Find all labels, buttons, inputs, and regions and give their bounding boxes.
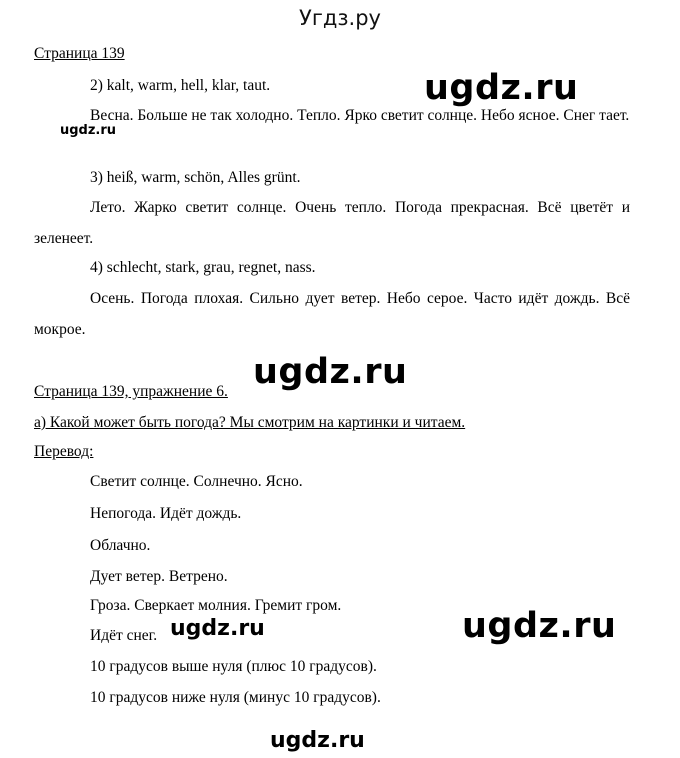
item3-words: 3) heiß, warm, schön, Alles grünt. [90,169,301,186]
watermark: ugdz.ru [60,123,117,138]
watermark: ugdz.ru [170,616,265,641]
item2-translation: Весна. Больше не так холодно. Тепло. Ярко светит солнце. Небо ясное. Снег тает. [90,107,630,124]
translation-line: Непогода. Идёт дождь. [90,505,242,522]
section1-heading: Страница 139 [34,45,125,62]
item2-words: 2) kalt, warm, hell, klar, taut. [90,77,271,94]
translation-line: Облачно. [90,537,151,554]
translation-line: Дует ветер. Ветрено. [90,568,228,585]
watermark: ugdz.ru [270,728,365,753]
item4-words: 4) schlecht, stark, grau, regnet, nass. [90,259,316,276]
translation-line: Светит солнце. Солнечно. Ясно. [90,473,303,490]
item3-translation: Лето. Жарко светит солнце. Очень тепло. Погода прекрасная. Всё цветёт и зеленеет. [34,199,630,247]
translation-line: 10 градусов ниже нуля (минус 10 градусов). [90,689,381,706]
section2-heading: Страница 139, упражнение 6. [34,383,228,400]
watermark: ugdz.ru [253,352,408,392]
translation-label: Перевод: [34,443,94,460]
translation-line: Гроза. Сверкает молния. Гремит гром. [90,597,342,614]
task-text: а) Какой может быть погода? Мы смотрим на картинки и читаем. [34,414,466,431]
site-title: Угдз.ру [299,6,381,30]
item4-translation: Осень. Погода плохая. Сильно дует ветер. Небо серое. Часто идёт дождь. Всё мокрое. [34,290,630,338]
translation-line: 10 градусов выше нуля (плюс 10 градусов). [90,658,377,675]
watermark: ugdz.ru [424,68,579,108]
translation-line: Идёт снег. [90,627,158,644]
watermark: ugdz.ru [462,606,617,646]
